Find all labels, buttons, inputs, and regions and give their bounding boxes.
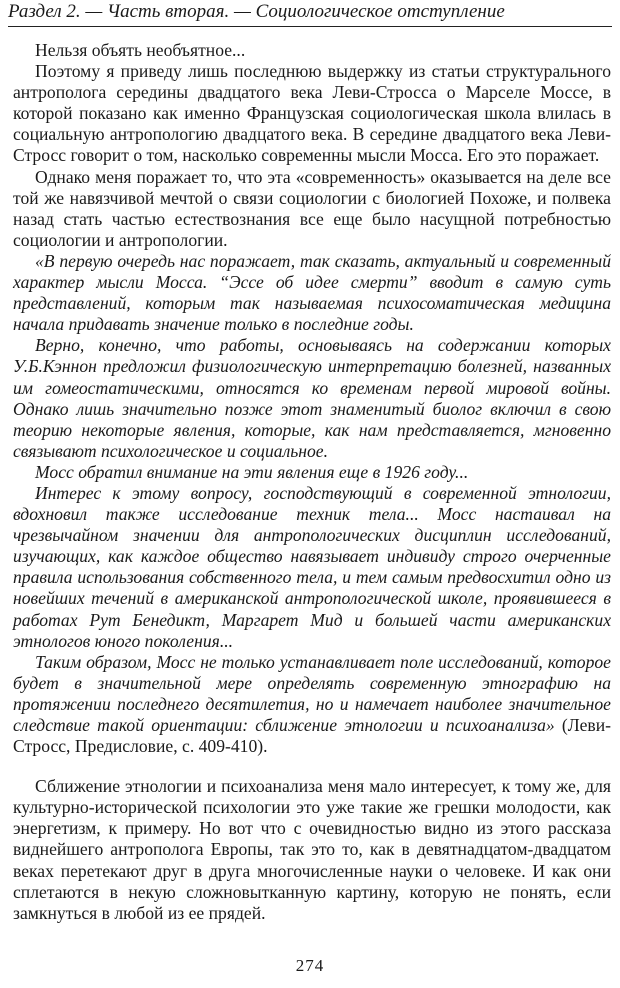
running-header xyxy=(8,0,612,27)
closing-paragraph: Сближение этнологии и психоанализа меня мало интересует, к тому же, для культурно-исторической психологии это уже такие же грешки молодости, как энергетизм, к примеру. Но вот что с очевидностью видно из этого рассказа виднейшего антрополога Европы, так это то, как в девятнадцатом-двадцатом веках перетекают друг в друга многочисленные науки о человеке. И как они сплетаются в некую сложновытканную картину, которую не понять, если замкнуться в любой из ее прядей. xyxy=(13,776,611,923)
citation: (Леви-Стросс, Предисловие, с. 409-410). xyxy=(13,715,611,757)
page-number: 274 xyxy=(295,956,325,975)
quote-paragraph: Верно, конечно, что работы, основываясь на содержании которых У.Б.Кэннон предложил физиологическую интерпретацию болезней, названных им гомеостатическими, относятся ко временам первой мировой войны. Однако лишь значительно позже этот знаменитый биолог включил в свою теорию некоторые явления, которые, как нам представляется, мгновенно связывают психологическое и социальное. xyxy=(13,335,611,461)
paragraph: Однако меня поражает то, что эта «современность» оказывается на деле все той же навязчивой мечтой о связи социологии с биологией Похоже, и полвека назад стать частью естествознания все еще было насущной потребностью социологии и антропологии. xyxy=(13,166,611,250)
paragraph: Поэтому я приведу лишь последнюю выдержку из статьи структурального антрополога середины двадцатого века Леви-Стросса о Марселе Моссе, в которой показано как именно Французская социологическая школа влилась в социальную антропологию двадцатого века. В середине двадцатого века Леви-Стросс говорит о том, насколько современны мысли Мосса. Его это поражает. xyxy=(13,61,611,166)
quote-paragraph: Мосс обратил внимание на эти явления еще в 1926 году... xyxy=(35,461,469,482)
page-body xyxy=(13,40,611,924)
quote-paragraph: Интерес к этому вопросу, господствующий в современной этнологии, вдохновил также исследование техник тела... Мосс настаивал на чрезвычайном значении для антропологических дисциплин исследований, изучающих, как каждое общество навязывает индивиду строго очерченные правила использования собственного тела, и тем самым предвосхитил одно из новейших течений в американской антропологической школе, проявившееся в работах Рут Бенедикт, Маргарет Мид и большей части американских этнологов юного поколения... xyxy=(13,482,611,651)
quote-paragraph-final xyxy=(13,652,611,757)
paragraph: Нельзя объять необъятное... xyxy=(35,40,246,60)
running-header-title: Раздел 2. — Часть вторая. — Социологическое отступление xyxy=(8,1,505,22)
quote-text: Таким образом, Мосс не только устанавливает поле исследований, которое будет в значительной мере определять современную этнографию на протяжении последнего десятилетия, но и намечает наиболее значительное следствие такой ориентации: сближение этнологии и психоанализа» xyxy=(13,651,611,735)
quote-paragraph: «В первую очередь нас поражает, так сказать, актуальный и современный характер мысли Мосса. “Эссе об идее смерти” вводит в самую суть представлений, которым так называемая психосоматическая медицина начала придавать значение только в последние годы. xyxy=(13,250,611,335)
